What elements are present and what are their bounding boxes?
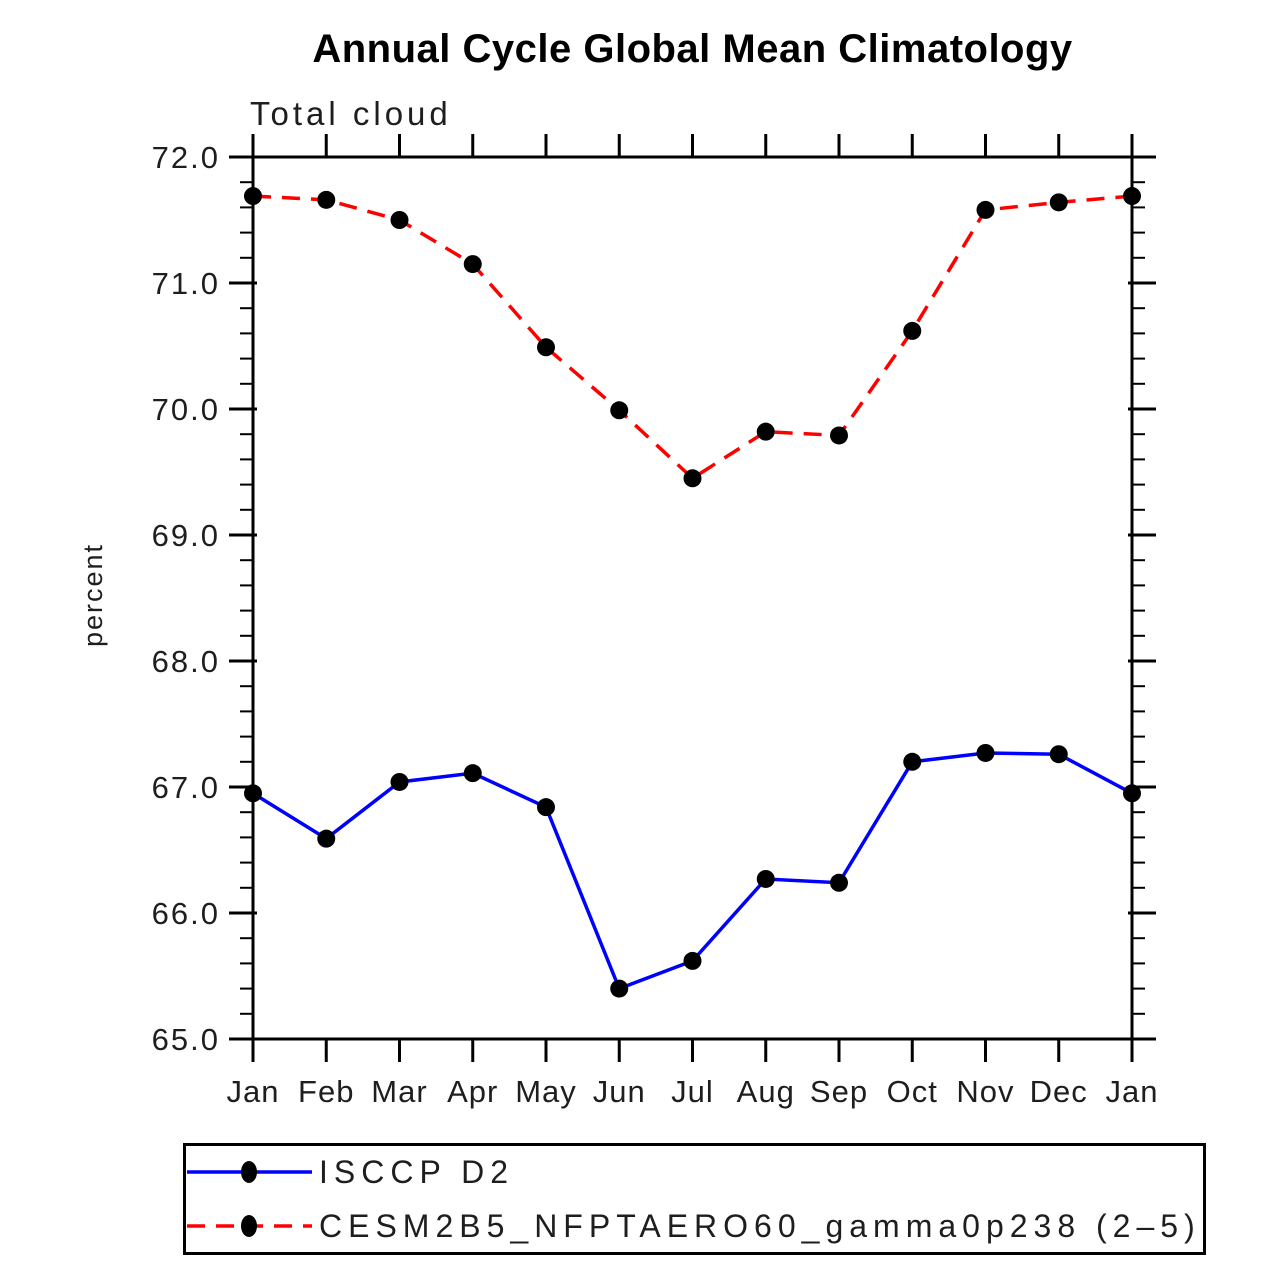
data-point-marker <box>391 773 409 791</box>
legend-item-isccp-d2 <box>187 1152 514 1192</box>
x-tick-label: Nov <box>956 1074 1015 1109</box>
data-point-marker <box>391 211 409 229</box>
chart-subtitle: Total cloud <box>250 95 452 132</box>
chart-title: Annual Cycle Global Mean Climatology <box>312 27 1073 71</box>
legend-marker <box>241 1215 257 1237</box>
series-line-dashed <box>253 196 1132 478</box>
data-point-marker <box>1123 784 1141 802</box>
y-tick-label: 69.0 <box>151 518 220 553</box>
y-tick-label: 67.0 <box>151 770 220 805</box>
y-tick-label: 68.0 <box>151 644 220 679</box>
y-tick-label: 66.0 <box>151 896 220 931</box>
data-point-marker <box>977 744 995 762</box>
data-point-marker <box>757 423 775 441</box>
data-point-marker <box>1050 193 1068 211</box>
x-tick-label: Mar <box>371 1074 428 1109</box>
legend-swatch-solid-line <box>187 1152 317 1192</box>
x-tick-label: Dec <box>1029 1074 1088 1109</box>
x-tick-label: Sep <box>809 1074 869 1109</box>
x-tick-label: Apr <box>447 1074 499 1109</box>
legend-box <box>183 1143 1206 1255</box>
data-point-marker <box>1050 745 1068 763</box>
legend-label: ISCCP D2 <box>319 1153 515 1190</box>
data-point-marker <box>1123 187 1141 205</box>
x-tick-label: Oct <box>886 1074 938 1109</box>
data-point-marker <box>244 784 262 802</box>
data-point-marker <box>684 469 702 487</box>
x-tick-label: Jul <box>671 1074 714 1109</box>
x-tick-label: Jun <box>592 1074 646 1109</box>
y-tick-label: 70.0 <box>151 392 220 427</box>
data-point-marker <box>903 322 921 340</box>
data-point-marker <box>757 870 775 888</box>
legend-label: CESM2B5_NFPTAERO60_gamma0p238 (2–5) <box>319 1207 1201 1244</box>
data-point-marker <box>464 255 482 273</box>
y-tick-label: 71.0 <box>151 266 220 301</box>
data-point-marker <box>684 952 702 970</box>
data-point-marker <box>244 187 262 205</box>
x-tick-label: Feb <box>298 1074 355 1109</box>
y-tick-label: 72.0 <box>151 140 220 175</box>
x-tick-label: Jan <box>1105 1074 1159 1109</box>
data-point-marker <box>830 426 848 444</box>
data-point-marker <box>977 201 995 219</box>
legend-item-cesm2b5 <box>187 1206 1201 1246</box>
data-point-marker <box>903 753 921 771</box>
legend-swatch-dashed-line <box>187 1206 317 1246</box>
data-point-marker <box>317 830 335 848</box>
x-tick-label: May <box>515 1074 577 1109</box>
plot-frame <box>253 157 1132 1039</box>
data-point-marker <box>317 191 335 209</box>
data-point-marker <box>537 798 555 816</box>
y-tick-label: 65.0 <box>151 1022 220 1057</box>
data-point-marker <box>464 764 482 782</box>
data-point-marker <box>610 401 628 419</box>
data-point-marker <box>610 980 628 998</box>
y-axis-label: percent <box>78 542 108 648</box>
data-point-marker <box>537 338 555 356</box>
data-point-marker <box>830 874 848 892</box>
legend-marker <box>241 1161 257 1183</box>
x-tick-label: Jan <box>226 1074 280 1109</box>
x-tick-label: Aug <box>736 1074 795 1109</box>
